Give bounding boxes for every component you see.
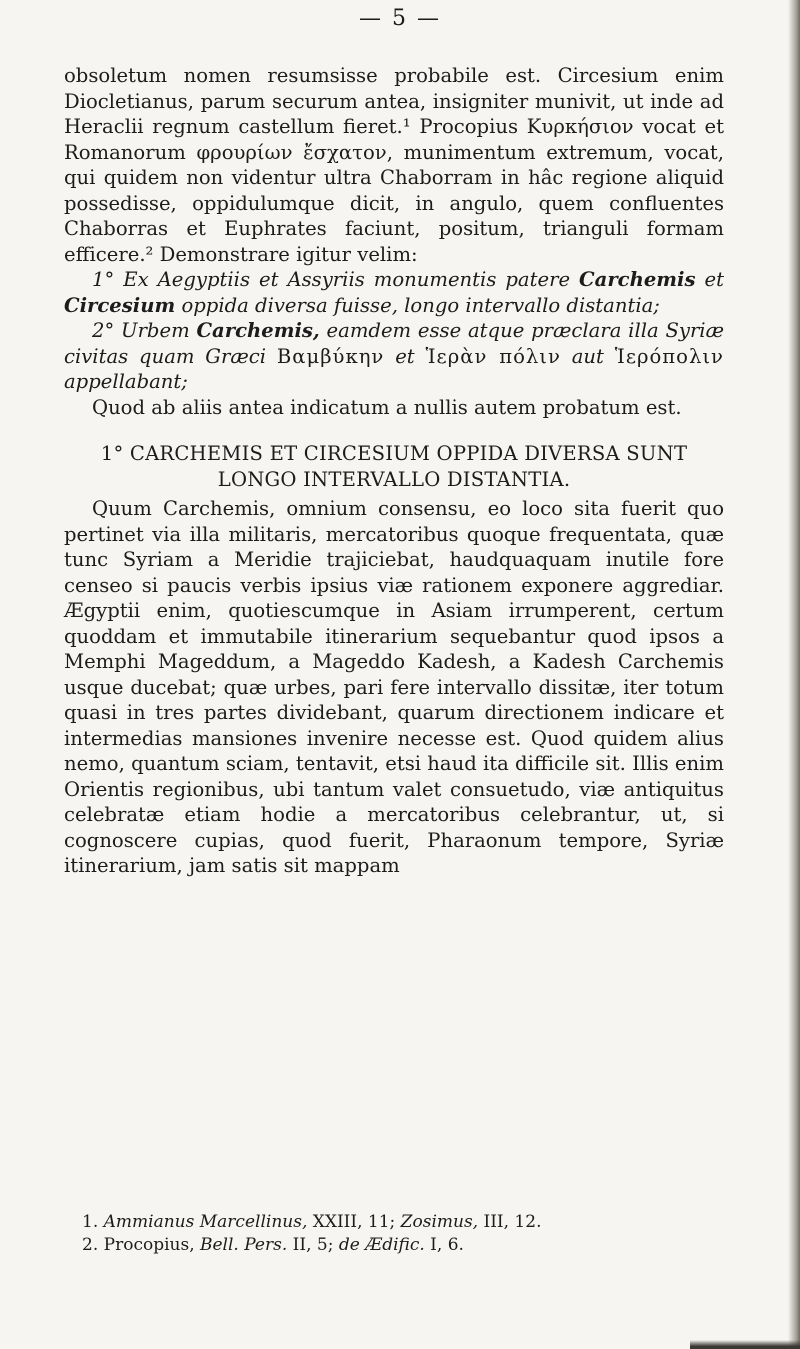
- greek-hieropolin: Ἱερόπολιν: [614, 344, 724, 368]
- page-edge-shadow: [788, 0, 800, 1349]
- thesis-1-conj: et: [695, 268, 724, 291]
- greek-hieran-polin: Ἱερὰν πόλιν: [425, 344, 561, 368]
- footnote-1-ref-2: III, 12.: [478, 1212, 542, 1232]
- footnote-2-ref: II, 5;: [287, 1235, 339, 1255]
- thesis-2: [64, 318, 724, 395]
- thesis-2-mid: eamdem esse atque præclara illa Syriæ civitas quam Græci: [64, 319, 724, 368]
- paragraph-main: Quum Carchemis, omnium consensu, eo loco sita fuerit quo pertinet via illa militaris, mercatoribus quoque frequentata, quæ tunc Syriam a Meridie trajiciebat, haudquaquam inutile fore censeo si paucis verbis ipsius viæ rationem exponere aggrediar. Ægyptii enim, quotiescumque in Asiam irrumperent, certum quoddam et immutabile itinerarium sequebantur quod ipsos a Memphi Mageddum, a Mageddo Kadesh, a Kadesh Carchemis usque ducebat; quæ urbes, pari fere intervallo dissitæ, iter totum quasi in tres partes dividebant, quarum directionem indicare et intermedias mansiones invenire necesse est. Quod quidem alius nemo, quantum sciam, tentavit, etsi haud ita difficile sit. Illis enim Orientis regionibus, ubi tantum valet consuetudo, viæ antiquitus celebratæ etiam hodie a mercatoribus celebrantur, ut, si cognoscere cupias, quod fuerit, Pharaonum tempore, Syriæ itinerarium, jam satis sit mappam: [64, 497, 724, 877]
- thesis-1: [64, 267, 724, 318]
- thesis-2-aut: aut: [560, 344, 615, 368]
- thesis-2-text: 2° Urbem: [92, 319, 197, 342]
- footnote-1-author-2: Zosimus,: [400, 1212, 479, 1232]
- footnote-2-ref-2: I, 6.: [424, 1235, 464, 1255]
- footnotes: [64, 1211, 724, 1257]
- footnote-1-author: Ammianus Marcellinus,: [103, 1212, 308, 1232]
- thesis-2-et: et: [384, 344, 426, 368]
- footnote-1: [64, 1211, 724, 1234]
- paragraph-note: Quod ab aliis antea indicatum a nullis autem probatum est.: [92, 395, 682, 419]
- paragraph-intro: obsoletum nomen resumsisse probabile est. Circesium enim Diocletianus, parum securum antea, insigniter munivit, ut inde ad Heraclii regnum castellum fieret.¹ Procopius Κυρκήσιον vocat et Romanorum φρουρίων ἔσχατον, munimentum extremum, vocat, qui quidem non videntur ultra Chaborram in hâc regione aliquid possedisse, oppidulumque dicit, in angulo, quem confluentes Chaborras et Euphrates faciunt, positum, trianguli formam efficere.² Demonstrare igitur velim:: [64, 64, 724, 266]
- page-number: — 5 —: [359, 6, 441, 31]
- page-corner-shadow: [690, 1340, 800, 1349]
- footnote-2-number: 2.: [82, 1235, 99, 1255]
- footnote-2-author: Procopius,: [103, 1235, 195, 1255]
- thesis-2-tail: appellabant;: [64, 370, 188, 393]
- thesis-1-text: 1° Ex Aegyptiis et Assyriis monumentis patere: [92, 268, 580, 291]
- body-text: [64, 63, 724, 879]
- footnote-2-work: Bell. Pers.: [194, 1235, 288, 1255]
- thesis-1-tail: oppida diversa fuisse, longo intervallo distantia;: [175, 293, 660, 317]
- footnote-2-work-2: de Ædific.: [338, 1235, 425, 1255]
- footnote-1-ref: XXIII, 11;: [307, 1212, 401, 1232]
- circesium-name: Circesium: [64, 293, 176, 317]
- footnote-2: [64, 1234, 724, 1257]
- carchemis-name-2: Carchemis,: [196, 319, 320, 342]
- section-heading: 1° CARCHEMIS ET CIRCESIUM OPPIDA DIVERSA SUNT LONGO INTERVALLO DISTANTIA.: [100, 442, 688, 491]
- footnote-1-number: 1.: [82, 1212, 99, 1232]
- carchemis-name: Carchemis: [579, 268, 696, 291]
- greek-bambyke: Βαμβύκην: [276, 344, 385, 368]
